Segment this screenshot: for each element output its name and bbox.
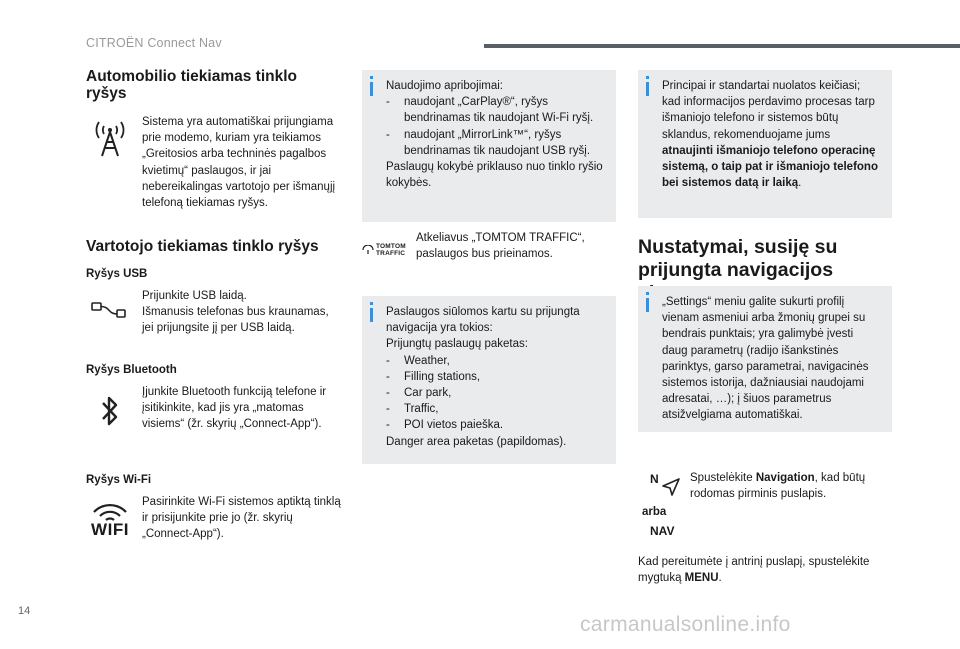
document-header: CITROËN Connect Nav bbox=[86, 36, 222, 50]
note-marker bbox=[370, 308, 373, 322]
vehicle-network-text: Sistema yra automatiškai prijungiama prie modemo, kuriam yra teikiamos „Greitosios arba techninės pagalbos kvietimų“ paslaugos, ir jai nebereikalingas vartotojo per išmanųjį telefoną tiekiamas ryšys. bbox=[142, 116, 336, 210]
tomtom-traffic-logo: TOMTOM TRAFFIC bbox=[362, 230, 412, 262]
list-item: - POI vietos paieška. bbox=[386, 417, 604, 433]
tomtom-text: Atkeliavus „TOMTOM TRAFFIC“, paslaugos bus prieinamos. bbox=[416, 232, 585, 261]
note-settings-profiles bbox=[638, 286, 892, 432]
note-marker bbox=[646, 298, 649, 312]
section-heading-vehicle-network: Automobilio tiekiamas tinklo ryšys bbox=[86, 68, 297, 102]
antenna-icon bbox=[86, 114, 134, 211]
services-pack: Prijungtų paslaugų paketas: bbox=[386, 338, 528, 351]
tomtom-block bbox=[362, 230, 616, 262]
list-item: - naudojant „MirrorLink™“, ryšys bendrinamas tik naudojant USB ryšį. bbox=[386, 127, 604, 159]
header-bar bbox=[484, 44, 960, 48]
services-tail: Danger area paketas (papildomas). bbox=[386, 435, 567, 448]
note-update-recommendation bbox=[638, 70, 892, 218]
nav-label: NAV bbox=[650, 524, 675, 538]
services-intro: Paslaugos siūlomos kartu su prijungta navigacija yra tokios: bbox=[386, 306, 580, 335]
bluetooth-block bbox=[86, 384, 348, 433]
list-item: - Filling stations, bbox=[386, 369, 604, 385]
note-marker bbox=[646, 82, 649, 96]
note-connected-services bbox=[362, 296, 616, 464]
nav-instruction: Spustelėkite Navigation, kad būtų rodomas pirminis puslapis. bbox=[690, 472, 866, 501]
usb-text: Prijunkite USB laidą. Išmanusis telefonas bus kraunamas, jei prijungsite jį per USB laidą. bbox=[142, 290, 329, 335]
usage-limitations-list bbox=[386, 94, 604, 159]
update-recommendation-text: Principai ir standartai nuolatos keičiasi; kad informacijos perdavimo procesas tarp išmaniojo telefono ir sistemos būtų sklandus, rekomenduojame jums atnaujinti išmaniojo telefono operacinę sistemą, o taip pat ir išmaniojo telefono bei sistemos datą ir laiką. bbox=[662, 80, 878, 190]
usb-title: Ryšys USB bbox=[86, 268, 148, 280]
wifi-title: Ryšys Wi-Fi bbox=[86, 474, 152, 486]
list-item: - Traffic, bbox=[386, 401, 604, 417]
settings-profiles-text: „Settings“ meniu galite sukurti profilį vienam asmeniui arba žmonių grupei su bendrais punktais; yra galimybė įvesti daug parametrų (radijo išankstinės parinktys, garso parametrai, navigacinės sistemos istorija, dažniausiai naudojami adresatai, …); į šiuos parametrus atsižvelgiama automatiškai. bbox=[662, 296, 869, 422]
usb-cable-icon bbox=[86, 288, 134, 337]
navigation-arrow-icon bbox=[660, 476, 682, 498]
list-item: - naudojant „CarPlay®“, ryšys bendrinamas tik naudojant Wi-Fi ryšį. bbox=[386, 94, 604, 126]
nav-button-icons bbox=[638, 472, 686, 538]
nav-icon-letter: N bbox=[650, 472, 659, 486]
menu-instruction: Kad pereitumėte į antrinį puslapį, spustelėkite mygtuką MENU. bbox=[638, 556, 870, 585]
note-usage-tail: Paslaugų kokybė priklauso nuo tinklo ryšio kokybės. bbox=[386, 161, 603, 190]
section-heading-user-network: Vartotojo tiekiamas tinklo ryšys bbox=[86, 238, 319, 255]
bluetooth-text: Įjunkite Bluetooth funkciją telefone ir įsitikinkite, kad jis yra „matomas visiems“ (žr. skyrių „Connect-App“). bbox=[142, 386, 327, 431]
list-item: - Car park, bbox=[386, 385, 604, 401]
usb-block bbox=[86, 288, 348, 337]
section-heading-settings: Nustatymai, susiję su prijungta navigacijos bbox=[638, 236, 838, 281]
wifi-icon-label: WIFI bbox=[91, 520, 129, 540]
list-item: - Weather, bbox=[386, 353, 604, 369]
watermark: carmanualsonline.info bbox=[580, 613, 791, 636]
page-number: 14 bbox=[18, 605, 31, 617]
wifi-text: Pasirinkite Wi-Fi sistemos aptiktą tinklą ir prisijunkite prie jo (žr. skyrių „Connect-App“). bbox=[142, 496, 341, 541]
vehicle-network-block bbox=[86, 114, 348, 211]
bluetooth-title: Ryšys Bluetooth bbox=[86, 364, 177, 376]
bluetooth-icon bbox=[86, 384, 134, 433]
note-usage-title: Naudojimo apribojimai: bbox=[386, 80, 503, 92]
services-list bbox=[386, 353, 604, 434]
note-marker bbox=[370, 82, 373, 96]
nav-or-text: arba bbox=[642, 506, 667, 518]
wifi-icon bbox=[86, 494, 134, 543]
note-usage-limitations bbox=[362, 70, 616, 222]
wifi-block bbox=[86, 494, 348, 543]
